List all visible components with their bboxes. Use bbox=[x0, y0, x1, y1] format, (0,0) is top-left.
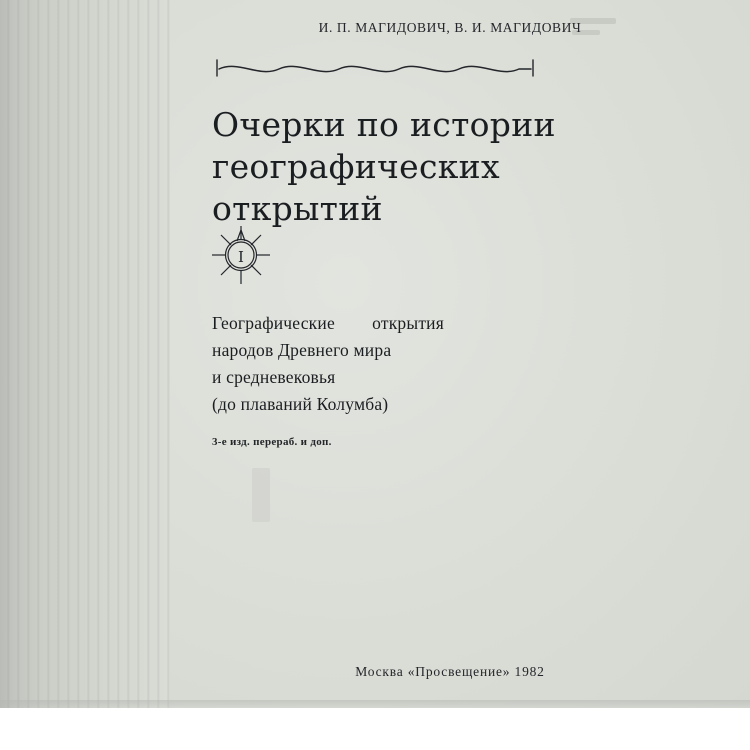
edition-note: 3-е изд. перераб. и доп. bbox=[212, 436, 332, 448]
page-title bbox=[212, 104, 642, 231]
title-line: открытий bbox=[212, 189, 383, 229]
image-bottom-margin bbox=[0, 708, 750, 750]
authors-line: И. П. МАГИДОВИЧ, В. И. МАГИДОВИЧ bbox=[318, 20, 582, 35]
title-page-content bbox=[170, 0, 750, 708]
title-line: Очерки по истории bbox=[212, 105, 556, 144]
subtitle-line: и средневековья bbox=[212, 367, 336, 388]
subtitle-line: (до плаваний Колумба) bbox=[212, 394, 389, 415]
volume-number: I bbox=[238, 248, 244, 266]
subtitle-line: народов Древнего мира bbox=[212, 340, 392, 361]
publisher-imprint: Москва «Просвещение» 1982 bbox=[355, 664, 545, 679]
compass-rose-icon bbox=[210, 224, 272, 286]
wave-ornament bbox=[215, 54, 535, 84]
subtitle-block bbox=[212, 310, 612, 419]
gutter-texture-lines bbox=[0, 0, 170, 708]
subtitle-line: Географические открытия bbox=[212, 313, 444, 333]
title-line: географических bbox=[212, 147, 500, 187]
